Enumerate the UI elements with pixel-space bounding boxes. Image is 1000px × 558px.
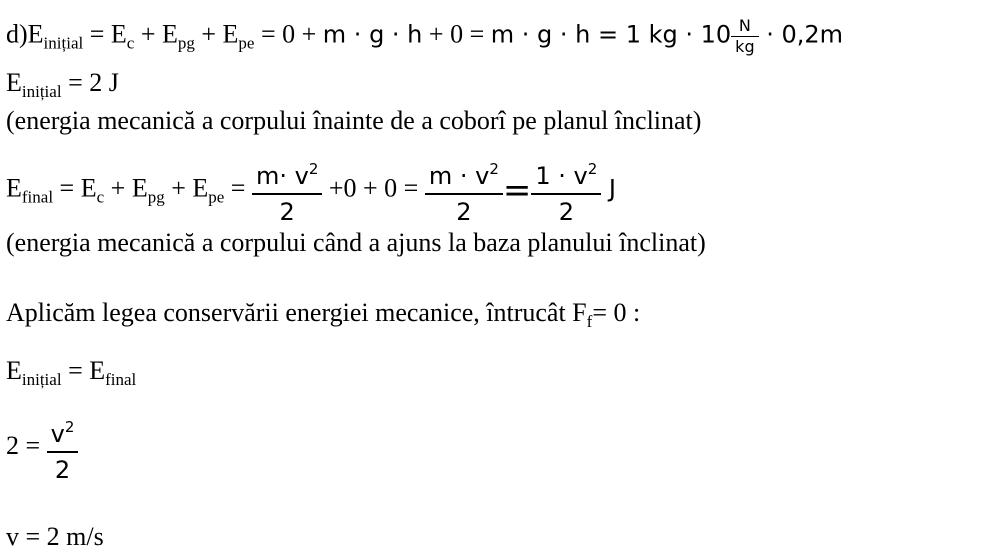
text: d)E (6, 19, 44, 49)
text: + E (104, 173, 148, 203)
fraction-mv2-over-2 (252, 152, 322, 229)
fraction-numerator (425, 152, 503, 195)
fraction-denominator: kg (735, 37, 755, 56)
text: = (83, 19, 111, 49)
text: = E (61, 356, 106, 385)
subscript: c (126, 33, 135, 53)
subscript: pg (147, 187, 165, 207)
math-text: · 0,2m (758, 20, 844, 49)
text: E (110, 19, 127, 49)
superscript: 2 (64, 417, 75, 436)
text: + E (134, 19, 178, 49)
superscript: 2 (489, 160, 499, 178)
fraction-n-kg (731, 16, 758, 57)
conservation-statement (6, 298, 640, 337)
fraction-denominator: 2 (558, 198, 574, 226)
subscript: inițial (21, 82, 62, 101)
fraction-1v2-over-2 (531, 152, 601, 229)
equation-conservation (6, 356, 136, 395)
text: m· v (255, 162, 309, 190)
subscript: pe (238, 33, 255, 53)
text: +0 + 0 = (322, 173, 425, 203)
text: E (80, 173, 97, 203)
note-initial: (energia mecanică a corpului înainte de a coborî pe planul înclinat) (6, 106, 702, 135)
text: Aplicăm legea conservării energiei mecanice, întrucât F (6, 298, 587, 327)
text: E (6, 173, 22, 203)
fraction-numerator (252, 152, 322, 195)
text: + E (164, 173, 209, 203)
subscript: inițial (21, 370, 62, 389)
equation-initial-energy (6, 16, 843, 58)
math-text: = 1 kg · 10 (590, 20, 732, 49)
equation-initial-value (6, 68, 119, 107)
unit-text: J (601, 174, 616, 203)
math-text: m · g · h (490, 20, 591, 49)
equals-sign: = (502, 170, 532, 211)
fraction-numerator (531, 152, 601, 195)
text: v (50, 419, 65, 448)
text: = 0 : (592, 298, 641, 327)
fraction-denominator: 2 (279, 198, 295, 226)
fraction-v2-over-2 (47, 410, 79, 487)
superscript: 2 (587, 160, 598, 178)
math-text: m · g · h (322, 20, 423, 49)
text: + 0 = (422, 19, 491, 49)
equation-solve (6, 408, 78, 484)
subscript: pg (177, 33, 195, 53)
subscript: f (586, 312, 593, 331)
text: = (53, 173, 81, 203)
fraction-denominator: 2 (54, 455, 71, 484)
subscript: c (96, 187, 105, 207)
equation-final-energy (6, 152, 616, 226)
subscript: final (105, 370, 137, 389)
subscript: inițial (43, 33, 84, 53)
superscript: 2 (308, 160, 319, 178)
text: = 2 J (61, 68, 119, 97)
text: 1 · v (535, 162, 588, 190)
fraction-denominator: 2 (456, 198, 472, 226)
subscript: pe (208, 187, 225, 207)
note-final: (energia mecanică a corpului când a ajuns la baza planului înclinat) (6, 228, 706, 257)
text: E (6, 68, 22, 97)
fraction-mv2-over-2-b (425, 152, 503, 229)
text: E (6, 356, 22, 385)
text: 2 = (6, 431, 47, 460)
text: = (224, 173, 252, 203)
text: = 0 + (254, 19, 323, 49)
text: m · v (428, 162, 490, 190)
fraction-numerator: N (731, 16, 758, 37)
fraction-numerator (47, 410, 79, 453)
subscript: final (21, 187, 54, 207)
text: + E (194, 19, 239, 49)
result: v = 2 m/s (6, 522, 104, 551)
